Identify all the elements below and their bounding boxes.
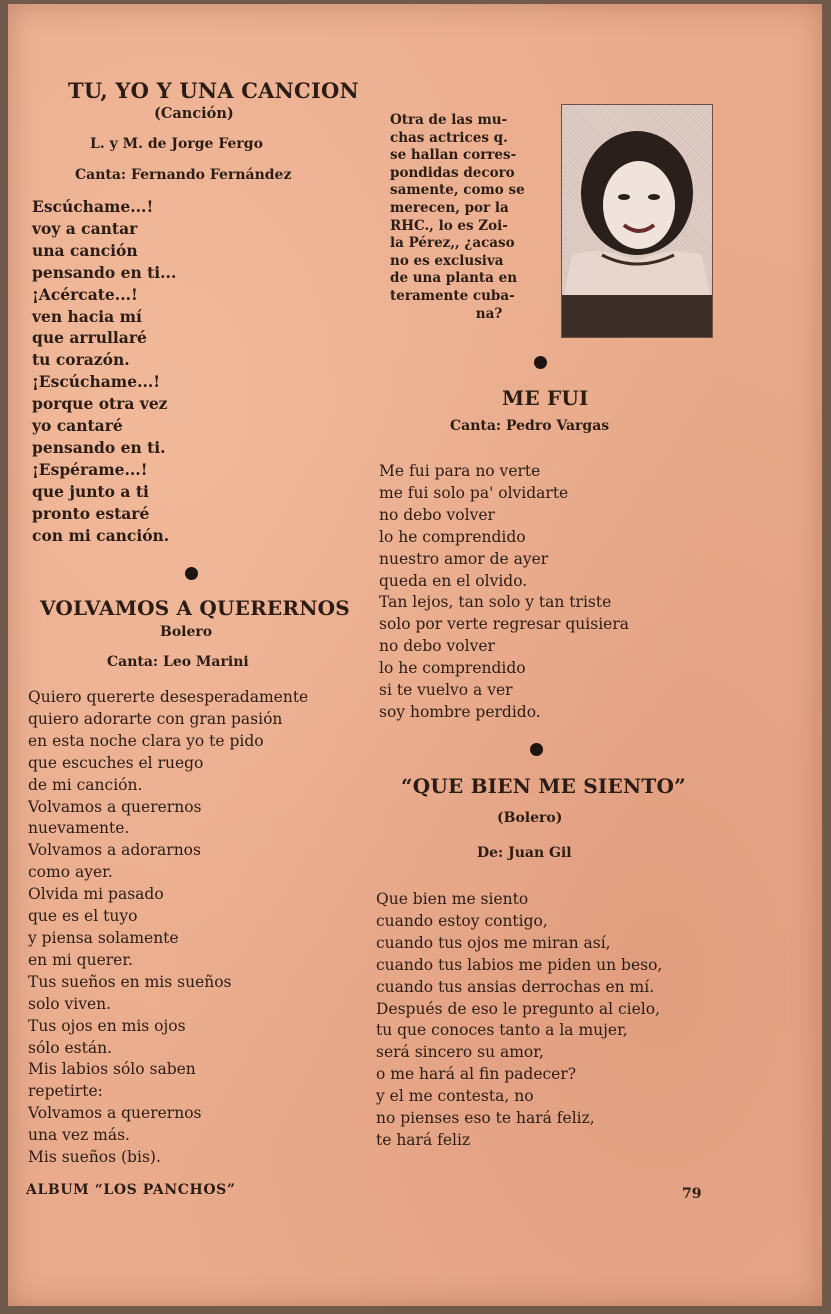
song-singer: Canta: Pedro Vargas — [450, 418, 610, 434]
actress-photo — [561, 104, 713, 338]
song-genre: (Bolero) — [497, 810, 563, 826]
actress-portrait-icon — [562, 105, 712, 337]
song-lyrics: Que bien me siento cuando estoy contigo, cuando tus ojos me miran así, cuando tus labios me piden un beso, cuando tus ansias derrochas en mí. Después de eso le pregunto al cielo, tu que conoces tanto a la mujer, será sincero su amor, o me hará al fin padecer? y el me contesta, no no pienses eso te hará feliz, te hará feliz — [376, 890, 663, 1149]
caption-line: teramente cuba- — [390, 287, 515, 304]
caption-line: se hallan corres- — [390, 147, 517, 164]
song-title: VOLVAMOS A QUERERNOS — [40, 596, 350, 620]
section-bullet — [530, 743, 543, 756]
caption-line: pondidas decoro — [390, 164, 515, 181]
song-author: De: Juan Gil — [477, 845, 572, 861]
songbook-page — [8, 4, 822, 1306]
caption-line: RHC., lo es Zoi- — [390, 217, 508, 234]
caption-line: samente, como se — [390, 182, 525, 199]
song-lyrics: Escúchame...! voy a cantar una canción pensando en ti... ¡Acércate...! ven hacia mí que arrullaré tu corazón. ¡Escúchame...! porque otra vez yo cantaré pensando en ti. ¡Espérame...! que junto a ti pronto estaré con mi canción. — [32, 197, 177, 545]
caption-line: no es exclusiva — [390, 252, 504, 269]
song-genre: (Canción) — [154, 105, 234, 122]
album-footer: ALBUM “LOS PANCHOS” — [26, 1182, 236, 1198]
song-lyrics: Me fui para no verte me fui solo pa' olvidarte no debo volver lo he comprendido nuestro amor de ayer queda en el olvido. Tan lejos, tan solo y tan triste solo por verte regresar quisiera no debo volver lo he comprendido si te vuelvo a ver soy hombre perdido. — [379, 462, 629, 721]
section-bullet — [534, 356, 547, 369]
song-credits: L. y M. de Jorge Fergo — [90, 136, 263, 152]
song-singer: Canta: Leo Marini — [107, 654, 249, 670]
section-bullet — [185, 567, 198, 580]
song-title: TU, YO Y UNA CANCION — [68, 78, 359, 103]
caption-line: Otra de las mu- — [390, 112, 508, 128]
song-singer: Canta: Fernando Fernández — [75, 167, 292, 183]
photo-caption — [390, 112, 548, 323]
song-genre: Bolero — [160, 624, 213, 640]
song-lyrics: Quiero quererte desesperadamente quiero adorarte con gran pasión en esta noche clara yo te pido que escuches el ruego de mi canción. Volvamos a querernos nuevamente. Volvamos a adorarnos como ayer. Olvida mi pasado que es el tuyo y piensa solamente en mi querer. Tus sueños en mis sueños solo viven. Tus ojos en mis ojos sólo están. Mis labios sólo saben repetirte: Volvamos a querernos una vez más. Mis sueños (bis). — [28, 688, 309, 1167]
page-number: 79 — [682, 1186, 702, 1202]
caption-line: de una planta en — [390, 270, 518, 287]
song-title: “QUE BIEN ME SIENTO” — [401, 774, 686, 798]
caption-line: la Pérez,, ¿acaso — [390, 235, 515, 252]
caption-line: na? — [475, 305, 503, 322]
caption-line: merecen, por la — [390, 199, 509, 216]
caption-line: chas actrices q. — [390, 129, 508, 146]
song-title: ME FUI — [502, 386, 589, 410]
